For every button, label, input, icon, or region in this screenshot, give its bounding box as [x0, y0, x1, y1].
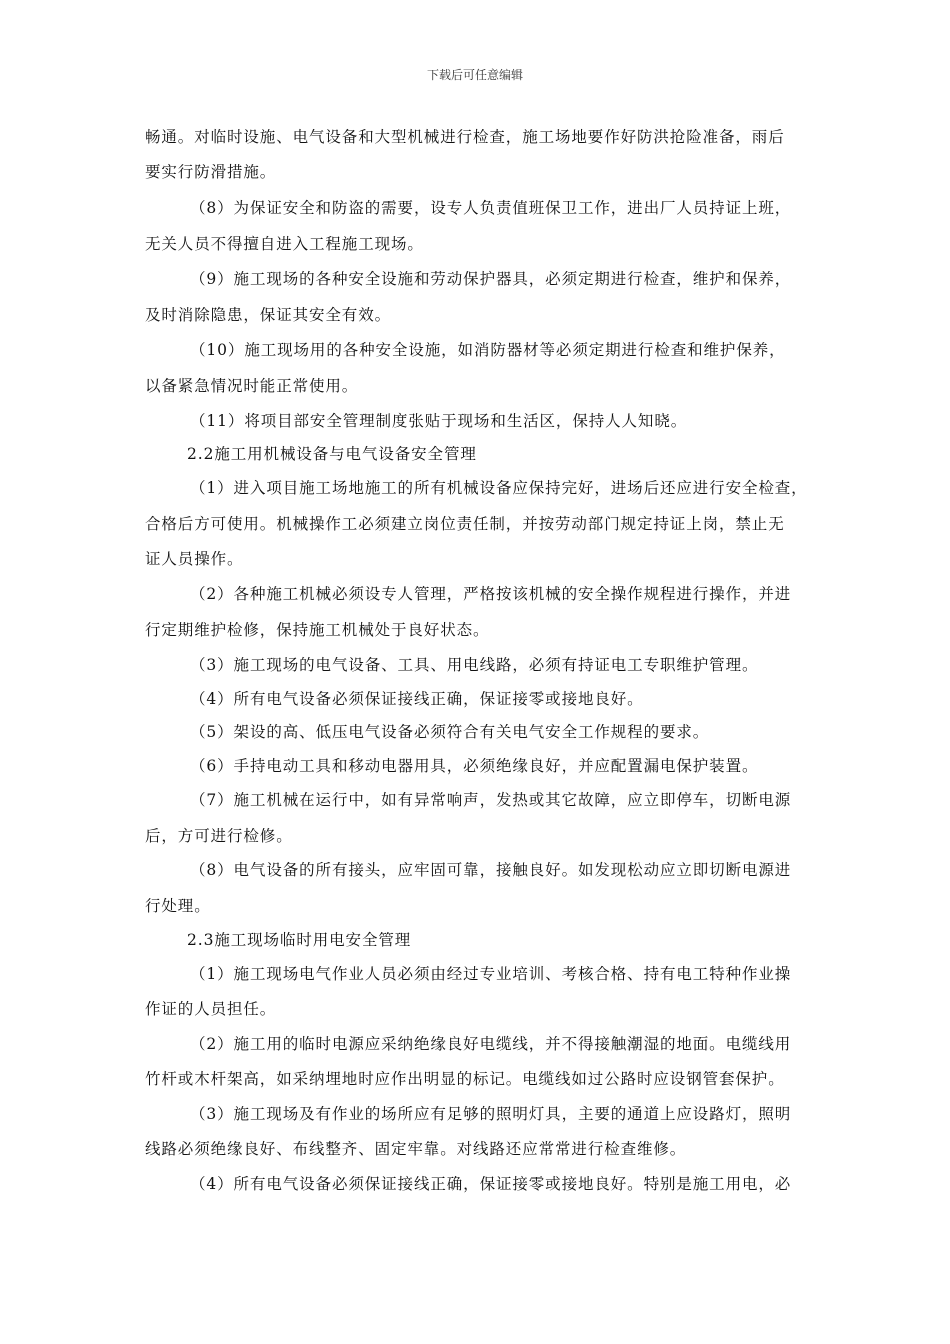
text-line: 线路必须绝缘良好、布线整齐、固定牢靠。对线路还应常常进行检查维修。 — [145, 1140, 687, 1158]
text-line: 后，方可进行检修。 — [145, 827, 293, 845]
text-line: 证人员操作。 — [145, 550, 244, 568]
text-line: 及时消除隐患，保证其安全有效。 — [145, 306, 392, 324]
text-line: 竹杆或木杆架高，如采纳埋地时应作出明显的标记。电缆线如过公路时应设钢管套保护。 — [145, 1070, 785, 1088]
text-line: （6）手持电动工具和移动电器用具，必须绝缘良好，并应配置漏电保护装置。 — [190, 757, 759, 775]
text-line: 合格后方可使用。机械操作工必须建立岗位责任制，并按劳动部门规定持证上岗，禁止无 — [145, 515, 785, 533]
text-line: （2）各种施工机械必须设专人管理，严格按该机械的安全操作规程进行操作，并进 — [190, 585, 792, 603]
text-line: 行定期维护检修，保持施工机械处于良好状态。 — [145, 621, 490, 639]
text-line: （3）施工现场及有作业的场所应有足够的照明灯具，主要的通道上应设路灯，照明 — [190, 1105, 792, 1123]
text-line: （11）将项目部安全管理制度张贴于现场和生活区，保持人人知晓。 — [190, 412, 688, 430]
text-line: （8）为保证安全和防盗的需要，设专人负责值班保卫工作，进出厂人员持证上班， — [190, 199, 792, 217]
text-line: 无关人员不得擅自进入工程施工现场。 — [145, 235, 424, 253]
page-header: 下载后可任意编辑 — [426, 68, 523, 82]
text-line: 以备紧急情况时能正常使用。 — [145, 377, 359, 395]
section-heading: 2.2施工用机械设备与电气设备安全管理 — [187, 445, 477, 463]
text-line: （4）所有电气设备必须保证接线正确，保证接零或接地良好。特别是施工用电，必 — [190, 1175, 792, 1193]
text-line: （8）电气设备的所有接头，应牢固可靠，接触良好。如发现松动应立即切断电源进 — [190, 861, 792, 879]
text-line: （2）施工用的临时电源应采纳绝缘良好电缆线，并不得接触潮湿的地面。电缆线用 — [190, 1035, 792, 1053]
text-line: （1）施工现场电气作业人员必须由经过专业培训、考核合格、持有电工特种作业操 — [190, 965, 792, 983]
text-line: （7）施工机械在运行中，如有异常响声，发热或其它故障，应立即停车，切断电源 — [190, 791, 792, 809]
text-line: 畅通。对临时设施、电气设备和大型机械进行检查，施工场地要作好防洪抢险准备，雨后 — [145, 128, 785, 146]
text-line: 要实行防滑措施。 — [145, 163, 277, 181]
text-line: （3）施工现场的电气设备、工具、用电线路，必须有持证电工专职维护管理。 — [190, 656, 759, 674]
text-line: （4）所有电气设备必须保证接线正确，保证接零或接地良好。 — [190, 690, 644, 708]
text-line: 行处理。 — [145, 897, 211, 915]
text-line: （9）施工现场的各种安全设施和劳动保护器具，必须定期进行检查，维护和保养， — [190, 270, 792, 288]
text-line: （10）施工现场用的各种安全设施，如消防器材等必须定期进行检查和维护保养， — [190, 341, 786, 359]
text-line: 作证的人员担任。 — [145, 1000, 277, 1018]
text-line: （1）进入项目施工场地施工的所有机械设备应保持完好，进场后还应进行安全检查， — [190, 479, 808, 497]
section-heading: 2.3施工现场临时用电安全管理 — [187, 931, 412, 949]
text-line: （5）架设的高、低压电气设备必须符合有关电气安全工作规程的要求。 — [190, 723, 710, 741]
